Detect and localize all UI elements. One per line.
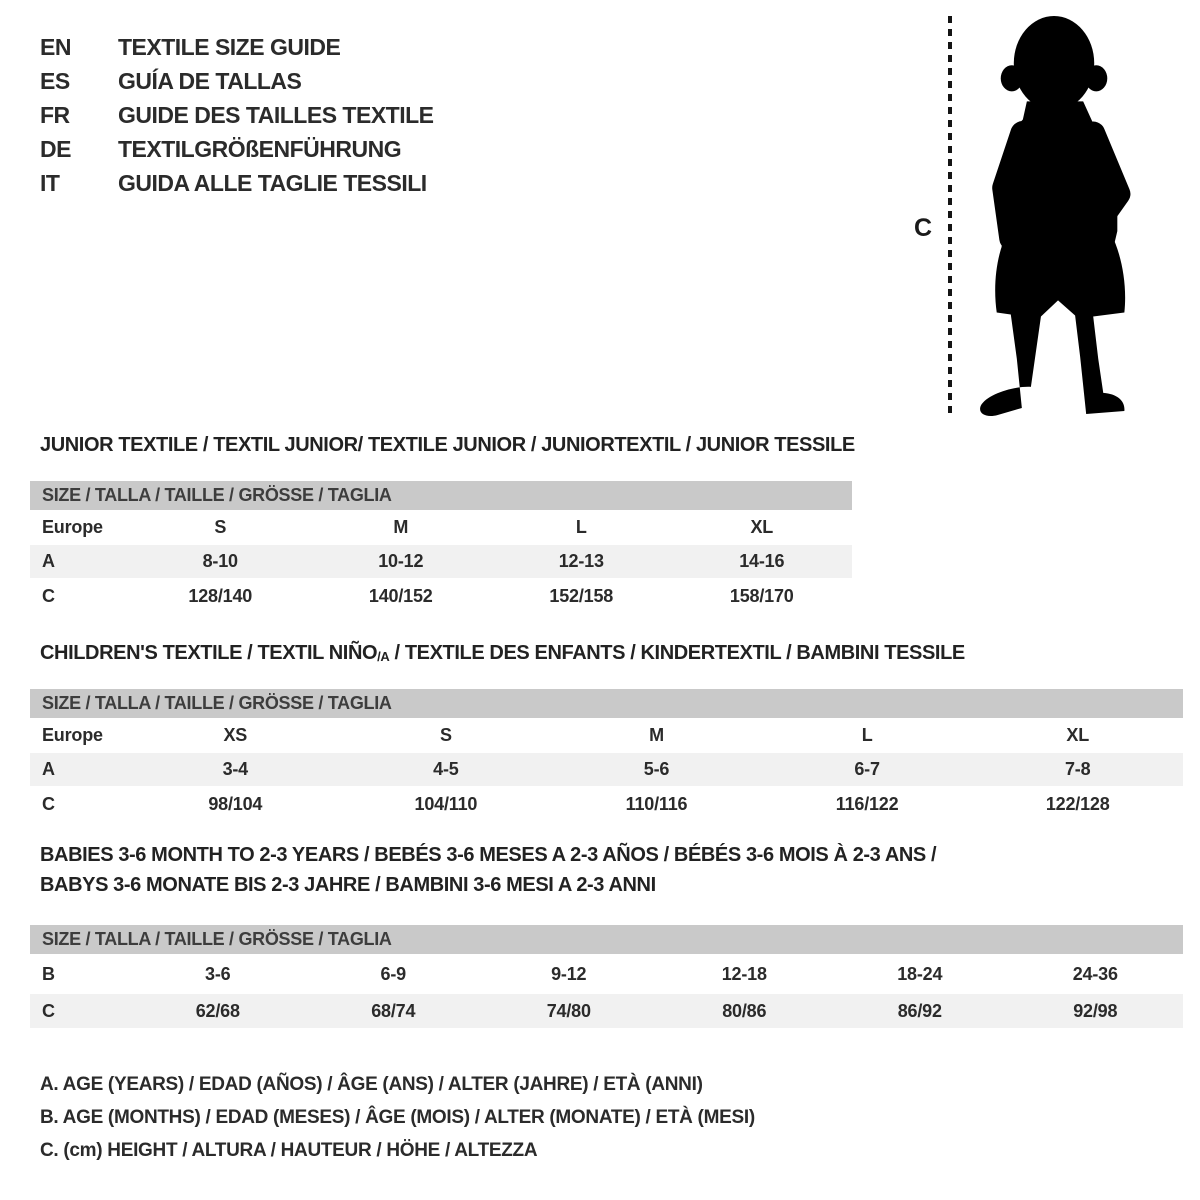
language-code: DE [40,135,71,162]
children-title-text: / TEXTILE DES ENFANTS / KINDERTEXTIL / BAMBINI TESSILE [389,642,965,664]
region-header: Europe [42,725,103,745]
region-header: Europe [42,517,103,537]
table-header-row [30,718,1183,753]
language-title: GUIDE DES TAILLES TEXTILE [118,101,434,128]
language-title: TEXTILGRÖßENFÜHRUNG [118,135,402,162]
height-measure-line [948,16,952,416]
row-label: A [42,551,55,571]
row-label: C [42,1000,55,1021]
language-title: GUÍA DE TALLAS [118,67,302,94]
table-header-row [30,510,852,545]
size-column-header: L [575,517,587,537]
legend [40,1068,755,1167]
table-cell: 14-16 [739,551,785,571]
size-column-header: XS [223,725,248,745]
table-row [30,578,852,614]
table-cell: 86/92 [897,1000,942,1021]
language-title: GUIDA ALLE TAGLIE TESSILI [118,169,427,196]
table-row [30,786,1183,822]
legend-line-height-cm: C. (cm) HEIGHT / ALTURA / HAUTEUR / HÖHE / ALTEZZA [40,1139,538,1161]
children-table [30,718,1183,822]
table-cell: 116/122 [835,793,899,814]
table-cell: 3-4 [222,759,248,779]
language-code: EN [40,33,71,60]
table-cell: 80/86 [722,1000,767,1021]
table-cell: 8-10 [202,551,238,571]
table-cell: 10-12 [378,551,424,571]
table-cell: 104/110 [414,793,478,814]
language-row [40,30,434,64]
language-title: TEXTILE SIZE GUIDE [118,33,341,60]
toddler-silhouette-icon [966,15,1138,417]
table-cell: 24-36 [1072,963,1118,984]
table-cell: 92/98 [1073,1000,1118,1021]
table-cell: 12-18 [721,963,767,984]
junior-section-title: JUNIOR TEXTILE / TEXTIL JUNIOR/ TEXTILE JUNIOR / JUNIORTEXTIL / JUNIOR TESSILE [40,434,855,456]
row-label: C [42,585,55,606]
table-cell: 6-7 [854,759,880,779]
language-list [40,30,434,200]
size-column-header: S [439,725,452,745]
size-column-header: L [861,725,873,745]
babies-section-title [40,840,936,900]
table-cell: 4-5 [433,759,459,779]
table-row [30,954,1183,994]
table-cell: 18-24 [897,963,943,984]
row-label: A [42,759,55,779]
table-cell: 140/152 [368,585,433,606]
table-cell: 158/170 [729,585,794,606]
table-cell: 5-6 [643,759,670,779]
height-measure-label: C [913,214,933,242]
table-cell: 7-8 [1064,759,1091,779]
table-cell: 68/74 [371,1000,416,1021]
table-cell: 62/68 [195,1000,240,1021]
size-column-header: M [393,517,409,537]
children-title-text: CHILDREN'S TEXTILE / TEXTIL NIÑO [40,642,378,664]
babies-title-line: BABYS 3-6 MONATE BIS 2-3 JAHRE / BAMBINI 3-6 MESI A 2-3 ANNI [40,874,656,896]
children-size-bar: SIZE / TALLA / TAILLE / GRÖSSE / TAGLIA [30,689,1183,718]
row-label: B [42,963,55,984]
table-row [30,994,1183,1028]
language-code: IT [40,169,60,196]
junior-size-bar: SIZE / TALLA / TAILLE / GRÖSSE / TAGLIA [30,481,852,510]
table-cell: 9-12 [551,963,587,984]
children-title-subscript: /A [377,649,390,664]
size-column-header: XL [1066,725,1089,745]
language-row [40,132,434,166]
language-code: ES [40,67,70,94]
language-row [40,166,434,200]
language-row [40,64,434,98]
size-column-header: XL [750,517,774,537]
table-row [30,545,852,578]
table-cell: 128/140 [188,585,253,606]
babies-table [30,954,1183,1028]
babies-title-line: BABIES 3-6 MONTH TO 2-3 YEARS / BEBÉS 3-6 MESES A 2-3 AÑOS / BÉBÉS 3-6 MOIS À 2-3 ANS / [40,844,937,866]
table-cell: 12-13 [558,551,604,571]
size-column-header: S [214,517,227,537]
legend-line-age-months: B. AGE (MONTHS) / EDAD (MESES) / ÂGE (MOIS) / ALTER (MONATE) / ETÀ (MESI) [40,1106,755,1128]
table-cell: 3-6 [205,963,231,984]
table-cell: 74/80 [546,1000,591,1021]
table-cell: 152/158 [549,585,614,606]
row-label: C [42,793,55,814]
language-row [40,98,434,132]
babies-size-bar: SIZE / TALLA / TAILLE / GRÖSSE / TAGLIA [30,925,1183,954]
table-row [30,753,1183,786]
children-section-title [40,642,965,665]
size-column-header: M [649,725,664,745]
table-cell: 98/104 [208,793,263,814]
legend-line-age-years: A. AGE (YEARS) / EDAD (AÑOS) / ÂGE (ANS) / ALTER (JAHRE) / ETÀ (ANNI) [40,1073,703,1095]
junior-table [30,510,852,614]
table-cell: 6-9 [380,963,406,984]
language-code: FR [40,101,70,128]
table-cell: 110/116 [625,793,688,814]
table-cell: 122/128 [1045,793,1110,814]
